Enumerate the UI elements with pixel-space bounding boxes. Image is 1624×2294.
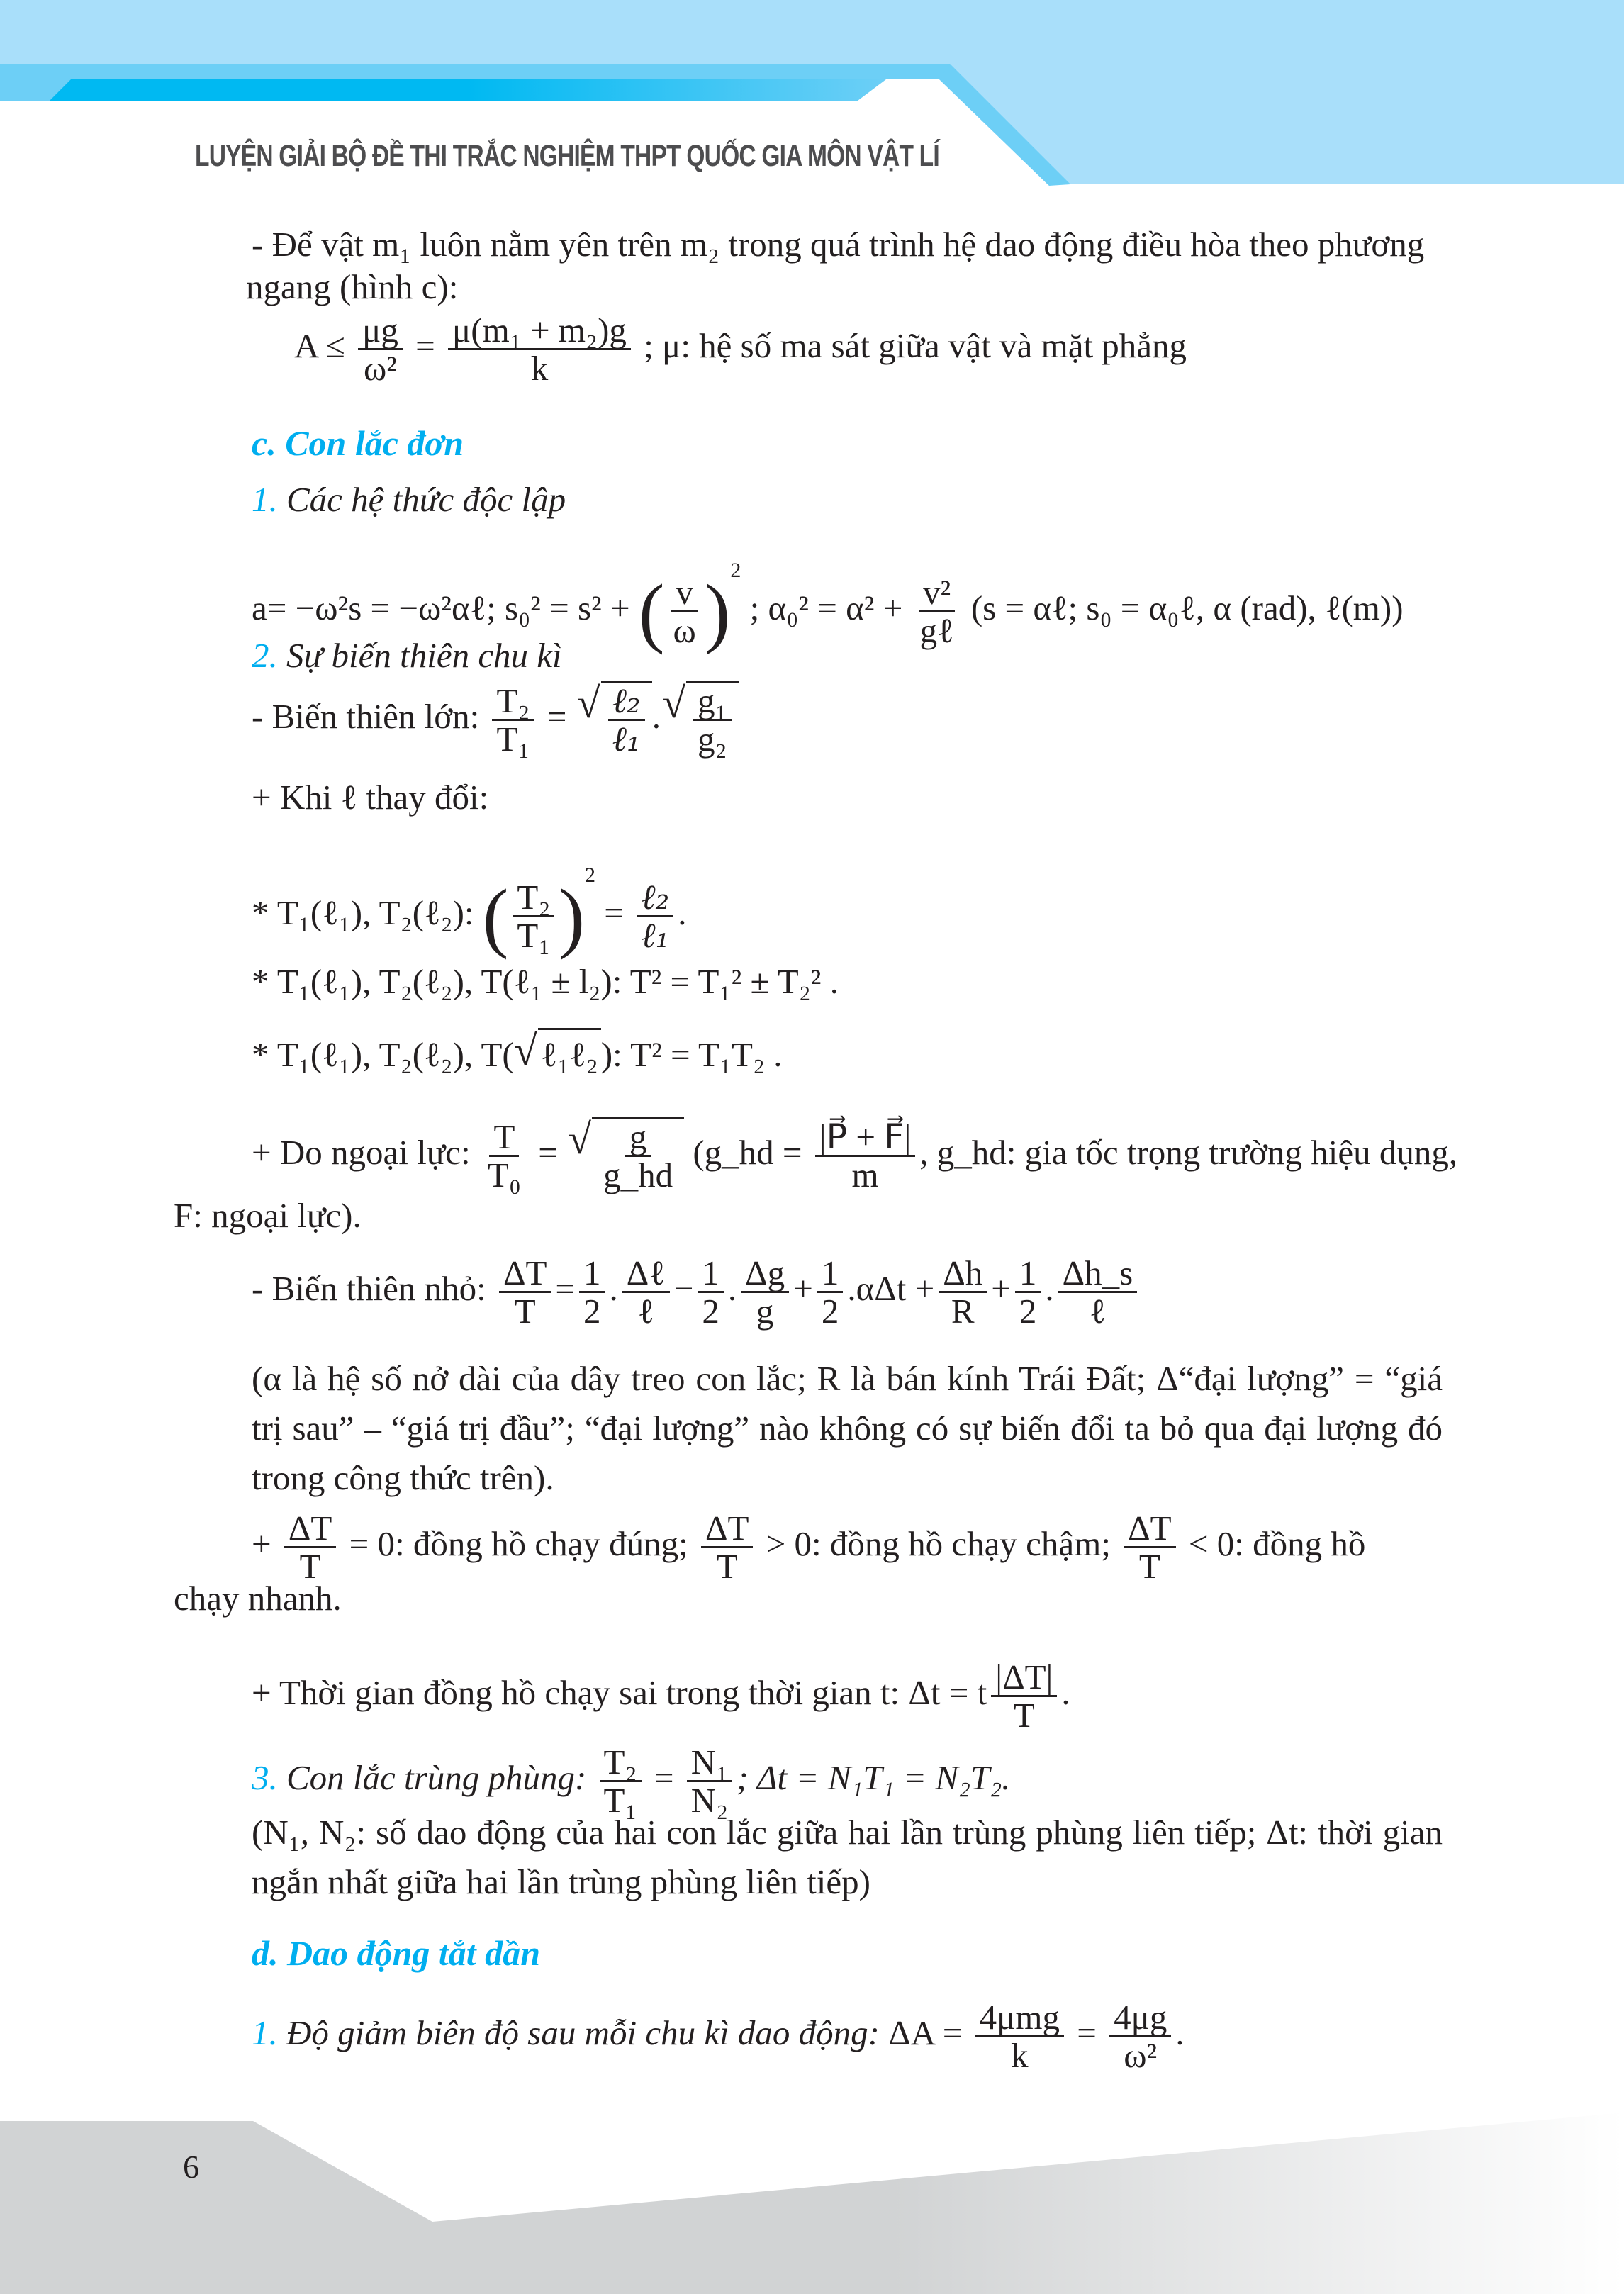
exponent: 2	[730, 559, 741, 582]
formula-star-3	[252, 1028, 783, 1080]
formula-star-1	[252, 851, 687, 960]
fraction	[701, 1510, 753, 1585]
fraction-denominator: 2	[1019, 1292, 1037, 1331]
fraction	[1015, 1255, 1041, 1330]
intro-line-2: ngang (hình c):	[246, 267, 459, 306]
operator: +	[991, 1269, 1011, 1309]
subsection-c2	[252, 631, 562, 681]
fraction-numerator: √ g	[625, 1119, 651, 1157]
fraction-numerator: |P⃗ + F⃗|	[815, 1119, 916, 1157]
fraction-denominator: 2	[702, 1292, 719, 1331]
fraction-numerator: μg	[358, 312, 403, 350]
square-root	[686, 681, 739, 758]
fraction	[483, 1119, 525, 1194]
period: .	[1175, 2013, 1185, 2053]
formula-text: Δt = t	[908, 1673, 987, 1713]
formula-text: (s = αℓ; s₀ = α₀ℓ, α (rad), ℓ(m))	[970, 588, 1404, 627]
fraction-numerator: N₁	[687, 1744, 732, 1782]
clock-slow: > 0: đồng hồ chạy chậm;	[766, 1524, 1111, 1564]
subsection-title: Con lắc trùng phùng:	[286, 1758, 587, 1798]
fraction-numerator: v²	[919, 574, 955, 612]
left-paren: (	[638, 568, 665, 655]
intro-line-1: - Để vật m₁ luôn nằm yên trên m₂ trong quá trình hệ dao động điều hòa theo phương	[252, 225, 1425, 264]
square-root: √ ℓ₁ℓ₂	[538, 1028, 601, 1080]
fraction-denominator: g	[756, 1292, 774, 1331]
fraction-denominator: k	[530, 349, 549, 388]
equals-sign: =	[1077, 2013, 1097, 2053]
fraction-denominator: ℓ₁	[641, 915, 670, 956]
subsection-number: 1.	[252, 2013, 278, 2053]
fraction-denominator: T₀	[487, 1156, 521, 1195]
fraction	[492, 683, 534, 758]
formula-label: - Biến thiên nhỏ:	[252, 1269, 486, 1309]
fraction	[991, 1659, 1057, 1734]
square-root	[601, 681, 652, 758]
right-paren: )	[704, 568, 731, 655]
formula-external-force	[252, 1117, 1457, 1194]
formula-text: ): T² = T₁T₂ .	[600, 1035, 783, 1074]
fraction-denominator: ω²	[1124, 2036, 1158, 2076]
fraction-denominator: T₁	[496, 720, 530, 759]
fraction-numerator: T₂	[492, 683, 534, 721]
fraction-numerator: ΔT	[499, 1255, 551, 1293]
subsection-title: Độ giảm biên độ sau mỗi chu kì dao động:	[286, 2013, 880, 2053]
fraction	[939, 1255, 987, 1330]
fraction-numerator: Δh_s	[1058, 1255, 1138, 1293]
fraction	[815, 1119, 916, 1194]
equals-sign: =	[538, 1133, 558, 1173]
fraction-numerator: T₂	[600, 1744, 642, 1782]
fraction-numerator: ΔT	[701, 1510, 753, 1548]
external-force-line-2: F: ngoại lực).	[174, 1196, 362, 1235]
running-title: LUYỆN GIẢI BỘ ĐỀ THI TRẮC NGHIỆM THPT QUỐC GIA MÔN VẬT LÍ	[195, 139, 939, 173]
fraction-denominator: ℓ	[1089, 1292, 1107, 1331]
subsection-c1	[252, 475, 566, 525]
operator: .	[727, 1269, 737, 1309]
fraction-numerator: 4μg	[1109, 1999, 1171, 2037]
fraction-denominator: T₁	[603, 1781, 637, 1820]
fraction	[637, 876, 673, 956]
fraction-numerator: 4μmg	[975, 1999, 1064, 2037]
fraction-numerator: ΔT	[1124, 1510, 1175, 1548]
section-c-title: c. Con lắc đơn	[252, 423, 464, 463]
fraction	[599, 1119, 677, 1194]
fraction-denominator: ω	[673, 611, 696, 651]
fraction-denominator: ℓ₁	[612, 719, 641, 760]
fraction-numerator: μ(m₁ + m₂)g	[448, 312, 631, 350]
subsection-title: Sự biến thiên chu kì	[286, 636, 562, 675]
formula-text: (g_hd =	[693, 1133, 802, 1173]
fraction-numerator: 1	[817, 1255, 844, 1293]
subsection-title: Các hệ thức độc lập	[286, 480, 566, 519]
formula-amplitude	[294, 312, 1187, 387]
fraction	[916, 574, 958, 649]
fraction-numerator: √ g₁	[693, 683, 732, 721]
subsection-number: 3.	[252, 1758, 278, 1798]
plus-sign: +	[252, 1524, 271, 1564]
fraction-numerator: ΔT	[284, 1510, 336, 1548]
fraction-numerator: 1	[579, 1255, 605, 1293]
fraction-numerator: T	[489, 1119, 519, 1157]
c3-note: (N₁, N₂: số dao động của hai con lắc giữa hai lần trùng phùng liên tiếp; Δt: thời gian ngắn nhất giữa hai lần trùng phùng liên tiếp)	[252, 1813, 1443, 1901]
equals-sign: =	[654, 1758, 674, 1798]
fraction	[1058, 1255, 1138, 1330]
fraction	[608, 683, 645, 758]
formula-small-variation	[252, 1255, 1141, 1330]
equals-sign: =	[547, 697, 567, 737]
square-root	[592, 1117, 684, 1194]
clock-rule	[252, 1510, 1365, 1585]
fraction-denominator: gℓ	[919, 611, 954, 651]
formula-text: ; μ: hệ số ma sát giữa vật và mặt phẳng	[644, 326, 1187, 366]
equals-sign: =	[604, 893, 624, 932]
formula-text: * T₁(ℓ₁), T₂(ℓ₂):	[252, 893, 474, 932]
formula-text: , g_hd: gia tốc trọng trường hiệu dụng,	[919, 1133, 1458, 1173]
fraction	[669, 574, 700, 649]
note-paragraph: (α là hệ số nở dài của dây treo con lắc; R là bán kính Trái Đất; Δ“đại lượng” = “giá trị sau” – “giá trị đầu”; “đại lượng” nào không có sự biến đổi ta bỏ qua đại lượng đó trong công thức trên).	[252, 1359, 1443, 1497]
period: .	[678, 893, 687, 932]
formula-star-2: * T₁(ℓ₁), T₂(ℓ₂), T(ℓ₁ ± l₂): T² = T₁² ± T₂² .	[252, 962, 839, 1001]
period: .	[1061, 1673, 1070, 1713]
subsection-number: 1.	[252, 480, 278, 519]
operator: −	[673, 1269, 694, 1309]
fraction-denominator: g₂	[697, 720, 727, 759]
fraction	[817, 1255, 844, 1330]
fraction	[1124, 1510, 1175, 1585]
fraction-denominator: N₂	[690, 1781, 729, 1820]
formula-text: ; Δt = N₁T₁ = N₂T₂.	[737, 1758, 1011, 1798]
fraction-denominator: 2	[583, 1292, 601, 1331]
fraction	[499, 1255, 551, 1330]
fraction-numerator: Δℓ	[622, 1255, 670, 1293]
subsection-number: 2.	[252, 636, 278, 675]
fraction-denominator: T	[716, 1547, 738, 1587]
operator: +	[793, 1269, 813, 1309]
formula-label: - Biến thiên lớn:	[252, 697, 480, 737]
fraction-numerator: v	[671, 574, 698, 612]
left-paren: (	[482, 873, 509, 960]
fraction	[448, 312, 631, 387]
formula-text: * T₁(ℓ₁), T₂(ℓ₂), T(	[252, 1035, 514, 1074]
fraction-denominator: T₁	[517, 916, 551, 956]
fraction	[579, 1255, 605, 1330]
fraction-denominator: m	[851, 1156, 879, 1195]
fraction-denominator: T	[1013, 1696, 1035, 1735]
subsection-d1	[252, 1999, 1185, 2074]
fraction-numerator: Δh	[939, 1255, 987, 1293]
section-d-title: d. Dao động tắt dần	[252, 1933, 541, 1973]
clock-rule-line-2: chạy nhanh.	[174, 1579, 342, 1618]
time-error-formula	[252, 1659, 1070, 1734]
fraction-numerator: T₂	[513, 879, 554, 917]
fraction	[513, 879, 554, 954]
operator: .	[609, 1269, 618, 1309]
formula-text: ; α₀² = α² +	[749, 588, 903, 627]
operator: .αΔt +	[847, 1269, 935, 1309]
fraction-denominator: g_hd	[603, 1156, 673, 1195]
fraction	[358, 312, 403, 387]
formula-text: A ≤	[294, 326, 345, 366]
formula-text: ΔA =	[888, 2013, 963, 2053]
fraction-numerator: 1	[1015, 1255, 1041, 1293]
fraction-numerator: 1	[698, 1255, 724, 1293]
fraction-denominator: R	[951, 1292, 975, 1331]
footer-decoration	[0, 2091, 1624, 2294]
fraction-numerator: ℓ₂	[637, 879, 673, 917]
fraction-denominator: ℓ	[637, 1292, 655, 1331]
fraction	[693, 683, 732, 758]
exponent: 2	[585, 863, 596, 887]
when-length-changes: + Khi ℓ thay đổi:	[252, 778, 489, 817]
operator: =	[555, 1269, 576, 1309]
fraction	[741, 1255, 789, 1330]
fraction	[622, 1255, 670, 1330]
fraction-numerator: √ ℓ₂	[608, 683, 645, 721]
formula-label: + Do ngoại lực:	[252, 1133, 471, 1173]
formula-large-variation: - Biến thiên lớn: $\frac{\text{T₂}}{\text{T₁}}$ = √ $\frac{\text{ℓ₂}}{\text{ℓ₁}}$ . √ $\frac{\text{g₁}}{\text{g₂}}$	[252, 681, 739, 758]
fraction-denominator: ω²	[363, 349, 397, 388]
fraction-numerator: |ΔT|	[991, 1659, 1057, 1697]
clock-correct: = 0: đồng hồ chạy đúng;	[349, 1524, 688, 1564]
fraction	[1109, 1999, 1171, 2074]
formula-text: a= −ω²s = −ω²αℓ; s₀² = s² +	[252, 588, 630, 627]
fraction	[975, 1999, 1064, 2074]
page-number: 6	[183, 2149, 199, 2185]
equals-sign: =	[415, 326, 435, 366]
fraction-denominator: T	[514, 1292, 536, 1331]
operator: .	[1045, 1269, 1054, 1309]
fraction-numerator: Δg	[741, 1255, 789, 1293]
right-paren: )	[559, 873, 586, 960]
fraction-denominator: k	[1011, 2036, 1029, 2076]
fraction-denominator: T	[299, 1547, 321, 1587]
fraction	[698, 1255, 724, 1330]
formula-label: + Thời gian đồng hồ chạy sai trong thời gian t:	[252, 1673, 900, 1713]
clock-fast: < 0: đồng hồ	[1188, 1524, 1366, 1564]
fraction-denominator: T	[1138, 1547, 1160, 1587]
fraction-denominator: 2	[821, 1292, 839, 1331]
